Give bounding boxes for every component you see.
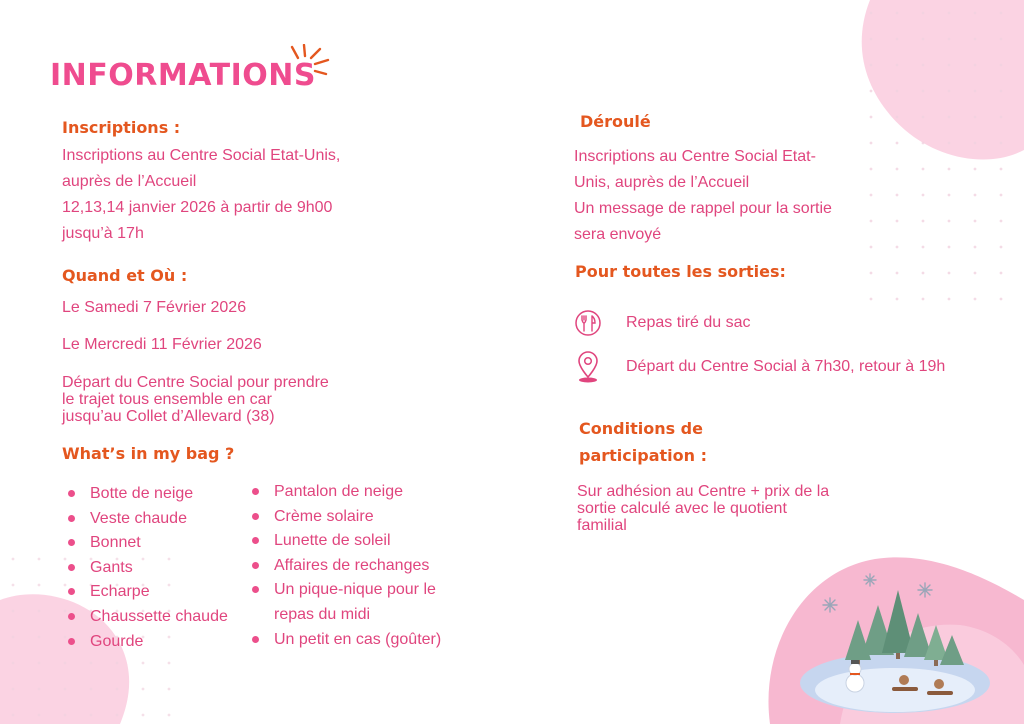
- depart-text: Départ du Centre Social à 7h30, retour à 19h: [626, 358, 946, 375]
- list-item: Un pique-nique pour le: [246, 578, 441, 603]
- inscriptions-line: Inscriptions au Centre Social Etat-Unis,: [62, 147, 341, 164]
- quand-trajet: [62, 374, 329, 425]
- page-title: INFORMATIONS: [50, 58, 316, 93]
- list-item: Bonnet: [62, 531, 228, 556]
- list-item-continuation: repas du midi: [274, 605, 371, 623]
- quand-date-2: Le Mercredi 11 Février 2026: [62, 336, 262, 353]
- inscriptions-line: jusqu’à 17h: [62, 225, 144, 242]
- location-pin-icon: [574, 350, 602, 384]
- conditions-line: Sur adhésion au Centre + prix de la: [577, 483, 830, 500]
- winter-sledding-illustration: [800, 565, 990, 715]
- trajet-line: le trajet tous ensemble en car: [62, 391, 272, 408]
- list-item: Gourde: [62, 630, 228, 655]
- trajet-line: jusqu’au Collet d’Allevard (38): [62, 408, 275, 425]
- deroule-line: sera envoyé: [574, 226, 662, 243]
- list-item: Affaires de rechanges: [246, 554, 441, 579]
- inscriptions-text: [62, 143, 340, 247]
- inscriptions-heading: Inscriptions :: [62, 118, 181, 137]
- list-item: Gants: [62, 556, 228, 581]
- list-item: Lunette de soleil: [246, 529, 441, 554]
- conditions-line: sortie calculé avec le quotient: [577, 500, 787, 517]
- deroule-line: Inscriptions au Centre Social Etat-: [574, 148, 816, 165]
- deroule-line: Unis, auprès de l’Accueil: [574, 174, 750, 191]
- conditions-heading-line: Conditions de: [579, 419, 703, 438]
- inscriptions-line: 12,13,14 janvier 2026 à partir de 9h00: [62, 199, 333, 216]
- quand-date-1: Le Samedi 7 Février 2026: [62, 299, 247, 316]
- deroule-text: [574, 144, 832, 248]
- deroule-heading: Déroulé: [580, 112, 651, 131]
- list-item: Pantalon de neige: [246, 480, 441, 505]
- list-item: Chaussette chaude: [62, 605, 228, 630]
- sorties-heading: Pour toutes les sorties:: [575, 262, 786, 281]
- burst-lines-icon: [290, 44, 334, 80]
- conditions-heading-line: participation :: [579, 446, 707, 465]
- depart-row: [574, 350, 945, 384]
- list-item: Botte de neige: [62, 482, 228, 507]
- quand-heading: Quand et Où :: [62, 266, 188, 285]
- bag-list-col2: [246, 480, 441, 652]
- trajet-line: Départ du Centre Social pour prendre: [62, 374, 329, 391]
- inscriptions-line: auprès de l’Accueil: [62, 173, 197, 190]
- conditions-text: [577, 483, 829, 534]
- bag-list-col1: [62, 482, 228, 654]
- repas-text: Repas tiré du sac: [626, 314, 751, 331]
- list-item: Veste chaude: [62, 507, 228, 532]
- deroule-line: Un message de rappel pour la sortie: [574, 200, 832, 217]
- conditions-heading: [579, 415, 707, 469]
- food-icon: [574, 306, 602, 340]
- snowflake-icon: [823, 574, 932, 612]
- repas-row: [574, 306, 751, 340]
- bag-heading: What’s in my bag ?: [62, 444, 235, 463]
- list-item: Crème solaire: [246, 505, 441, 530]
- list-item: Echarpe: [62, 580, 228, 605]
- list-item: Un petit en cas (goûter): [246, 628, 441, 653]
- conditions-line: familial: [577, 517, 627, 534]
